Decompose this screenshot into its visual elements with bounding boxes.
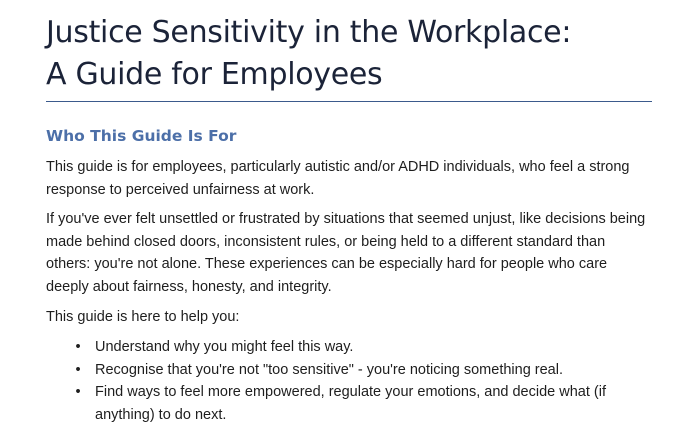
list-item [46, 336, 652, 359]
context-paragraph: If you've ever felt unsettled or frustrated by situations that seemed unjust, like decisions being made behind closed doors, inconsistent rules, or being held to a different standard than others: you're not alone. These experiences can be especially hard for people who care deeply about fairness, honesty, and integrity. [46, 211, 646, 295]
list-item [46, 359, 652, 382]
title-line-1: Justice Sensitivity in the Workplace: [46, 15, 572, 50]
help-list [46, 336, 652, 426]
bullet-icon: • [75, 339, 81, 356]
list-item-text: Recognise that you're not "too sensitive" - you're noticing something real. [95, 361, 564, 378]
section-heading: Who This Guide Is For [46, 127, 237, 145]
list-item-text: Find ways to feel more empowered, regulate your emotions, and decide what (if anything) to do next. [95, 384, 606, 423]
help-lead-paragraph: This guide is here to help you: [46, 308, 240, 325]
document-title [46, 0, 652, 96]
list-item [46, 381, 652, 426]
document-page [46, 0, 652, 427]
title-line-2: A Guide for Employees [46, 57, 383, 92]
intro-paragraph: This guide is for employees, particularly autistic and/or ADHD individuals, who feel a strong response to perceived unfairness at work. [46, 159, 630, 198]
title-divider [46, 101, 652, 102]
bullet-icon: • [75, 361, 81, 378]
list-item-text: Understand why you might feel this way. [95, 339, 354, 356]
bullet-icon: • [75, 384, 81, 401]
